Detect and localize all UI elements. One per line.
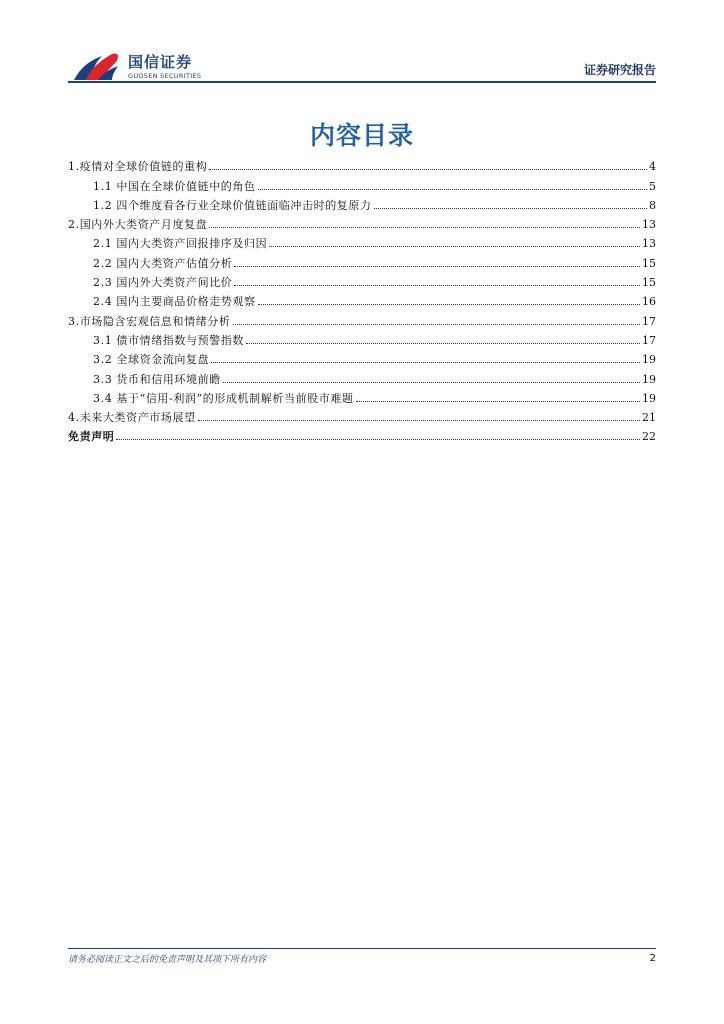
toc-leader-dots (198, 419, 640, 421)
toc-entry-title: 1.疫情对全球价值链的重构 (68, 160, 208, 174)
toc-title: 内容目录 (309, 121, 414, 150)
toc-leader-dots (258, 303, 640, 305)
toc-entry-page: 13 (642, 218, 656, 232)
logo-chinese-name: 国信证券 (128, 53, 193, 71)
footer-disclaimer-note: 请务必阅读正文之后的免责声明及其项下所有内容 (68, 955, 267, 965)
toc-leader-dots (233, 323, 641, 325)
toc-entry-page: 5 (649, 179, 656, 193)
toc-entry-page: 17 (642, 314, 656, 328)
page-header (0, 0, 724, 90)
toc-leader-dots (374, 207, 647, 209)
toc-leader-dots (246, 342, 640, 344)
toc-entry[interactable] (68, 308, 656, 327)
toc-entry[interactable] (68, 270, 656, 289)
toc-entry[interactable] (68, 424, 656, 443)
toc-entry-title: 3.市场隐含宏观信息和情绪分析 (68, 314, 231, 328)
toc-entry-title: 2.国内外大类资产月度复盘 (68, 218, 208, 232)
toc-entry-title: 3.3 货币和信用环境前瞻 (93, 372, 221, 386)
toc-entry-page: 19 (642, 391, 656, 405)
toc-entry[interactable] (68, 212, 656, 231)
toc-entry[interactable] (68, 328, 656, 347)
toc-leader-dots (269, 245, 640, 247)
report-type-label: 证券研究报告 (583, 63, 656, 77)
toc-entry-page: 8 (649, 198, 656, 212)
toc-entry-page: 13 (642, 237, 656, 251)
toc-entry-title: 2.4 国内主要商品价格走势观察 (93, 295, 256, 309)
toc-entry[interactable] (68, 386, 656, 405)
toc-entry-page: 4 (649, 160, 656, 174)
toc-entry-title: 4.未来大类资产市场展望 (68, 411, 196, 425)
page-number: 2 (649, 953, 656, 964)
toc-entry-title: 1.1 中国在全球价值链中的角色 (93, 179, 256, 193)
toc-leader-dots (234, 265, 640, 267)
logo-english-name: GUOSEN SECURITIES (128, 72, 202, 80)
toc-leader-dots (211, 361, 640, 363)
toc-entry-page: 17 (642, 333, 656, 347)
toc-entry-page: 19 (642, 353, 656, 367)
toc-entry[interactable] (68, 173, 656, 192)
toc-entry[interactable] (68, 154, 656, 173)
toc-entry-title: 免责声明 (68, 430, 115, 444)
footer-divider (68, 948, 656, 949)
toc-entry[interactable] (68, 289, 656, 308)
toc-leader-dots (116, 438, 640, 440)
toc-leader-dots (209, 168, 647, 170)
toc-entry[interactable] (68, 366, 656, 385)
toc-entry-page: 16 (642, 295, 656, 309)
toc-entry-title: 1.2 四个维度看各行业全球价值链面临冲击时的复原力 (93, 198, 372, 212)
toc-leader-dots (234, 284, 640, 286)
company-logo (72, 50, 201, 84)
toc-entry[interactable] (68, 250, 656, 269)
table-of-contents (68, 154, 656, 443)
toc-entry-page: 21 (642, 411, 656, 425)
toc-entry-title: 3.1 债市情绪指数与预警指数 (93, 333, 244, 347)
toc-leader-dots (356, 400, 640, 402)
toc-entry-title: 2.2 国内大类资产估值分析 (93, 256, 233, 270)
toc-entry-title: 2.3 国内外大类资产间比价 (93, 276, 233, 290)
toc-entry-page: 15 (642, 276, 656, 290)
toc-leader-dots (258, 188, 647, 190)
toc-entry-page: 22 (642, 430, 656, 444)
toc-entry-page: 15 (642, 256, 656, 270)
toc-leader-dots (223, 381, 640, 383)
toc-entry-title: 3.2 全球资金流向复盘 (93, 353, 210, 367)
toc-entry[interactable] (68, 347, 656, 366)
toc-entry[interactable] (68, 231, 656, 250)
toc-entry-title: 2.1 国内大类资产回报排序及归因 (93, 237, 268, 251)
guosen-logo-icon (72, 50, 122, 84)
toc-entry[interactable] (68, 405, 656, 424)
toc-entry[interactable] (68, 193, 656, 212)
header-divider (68, 81, 656, 83)
toc-leader-dots (209, 226, 640, 228)
toc-entry-title: 3.4 基于“信用-利润”的形成机制解析当前股市难题 (93, 391, 354, 405)
toc-entry-page: 19 (642, 372, 656, 386)
